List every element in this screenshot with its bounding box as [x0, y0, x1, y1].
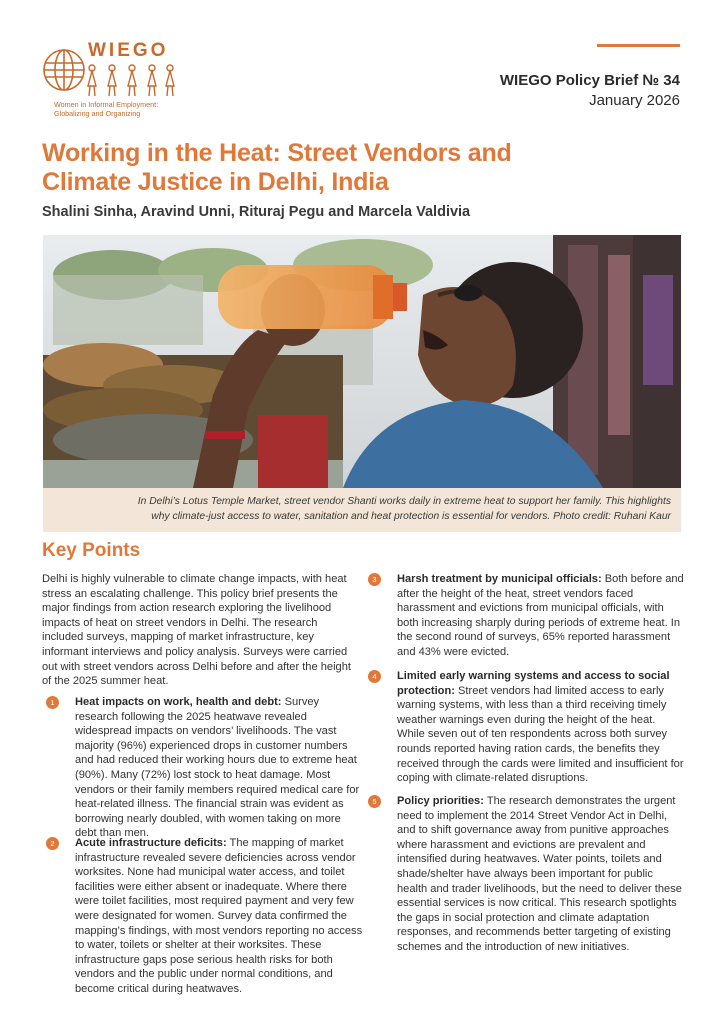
brief-rule — [597, 44, 680, 47]
figures-icon — [82, 64, 178, 98]
point-lead: Harsh treatment by municipal officials: — [397, 573, 602, 585]
point-lead: Policy priorities: — [397, 795, 484, 807]
point-lead: Limited early warning systems and access to social protection: — [397, 670, 670, 697]
point-lead: Heat impacts on work, health and debt: — [75, 696, 282, 708]
photo-caption: In Delhi’s Lotus Temple Market, street vendor Shanti works daily in extreme heat to support her family. This highlights why climate-just access to water, sanitation and heat protection is essential for vendors. Photo credit: Ruhani Kaur — [43, 488, 681, 532]
point-text: Both before and after the height of the heat, street vendors faced harassment and evictions from municipal officials, with both increasing sharply during periods of extreme heat. In the second round of surveys, 65% reported harassment and 43% were evicted. — [397, 573, 684, 658]
page-title: Working in the Heat: Street Vendors and Climate Justice in Delhi, India — [42, 139, 512, 196]
point-number-badge: 4 — [368, 670, 381, 683]
point-text: The research demonstrates the urgent need to implement the 2014 Street Vendor Act in Delhi, and to shift governance away from punitive approaches where harassment and evictions are prevalent and intensified during heatwaves. Water points, toilets and shade/shelter have always been important for public health and trader livelihoods, but the need to deliver these essential services is now critical. This research spotlights the gaps in social protection and climate adaptation responses, and recommends better targeting of existing schemes and the introduction of new initiatives. — [397, 795, 682, 953]
point-text: Survey research following the 2025 heatwave revealed widespread impacts on vendors’ livelihoods. The vast majority (96%) experienced drops in customer numbers and had reduced their working hours due to extreme heat (90%). Many (72%) lost stock to heat damage. Most vendors or their family members required medical care for heat-related illness. The financial strain was evident as borrowing nearly doubled, with women taking on more debt than men. — [75, 696, 360, 840]
point-number-badge: 3 — [368, 573, 381, 586]
point-text: The mapping of market infrastructure revealed severe deficiencies across vendor worksites. None had municipal water access, and toilet facilities were either absent or inadequate. Where there were toilet facilities, most required payment and very few were designated for women. Survey data confirmed the mapping’s findings, with most vendors reporting no access to water, toilets or shelter at their worksites. These infrastructure gaps pose serious health risks for both vendors and the public under normal conditions, and become critical during heatwaves. — [75, 837, 363, 995]
point-lead: Acute infrastructure deficits: — [75, 837, 227, 849]
key-points-heading: Key Points — [42, 540, 141, 561]
authors: Shalini Sinha, Aravind Unni, Rituraj Pegu and Marcela Valdivia — [42, 204, 471, 220]
point-number-badge: 5 — [368, 795, 381, 808]
wiego-logo — [42, 40, 192, 124]
brief-series: WIEGO Policy Brief № 34 — [499, 72, 680, 89]
cover-photo — [43, 235, 681, 488]
point-number-badge: 1 — [46, 696, 59, 709]
point-number-badge: 2 — [46, 837, 59, 850]
logo-wordmark: WIEGO — [88, 40, 169, 61]
key-points-intro: Delhi is highly vulnerable to climate change impacts, with heat stress an escalating challenge. This policy brief presents the major findings from action research exploring the livelihood impacts of heat on street vendors in Delhi. The research included surveys, mapping of market infrastructure, key informant interviews and policy analysis. Surveys were carried out with street vendors across Delhi before and after the height of the 2025 summer heat. — [42, 573, 351, 688]
logo-tagline: Women in Informal Employment: Globalizing and Organizing — [54, 100, 159, 118]
point-text: Street vendors had limited access to early warning systems, with less than a third receiving timely weather warnings even during the height of the heat. While seven out of ten respondents across both survey rounds reported having ration cards, the benefits they received through the cards were limited and insufficient for coping with climate-related disruptions. — [397, 684, 684, 785]
brief-date: January 2026 — [589, 92, 680, 109]
